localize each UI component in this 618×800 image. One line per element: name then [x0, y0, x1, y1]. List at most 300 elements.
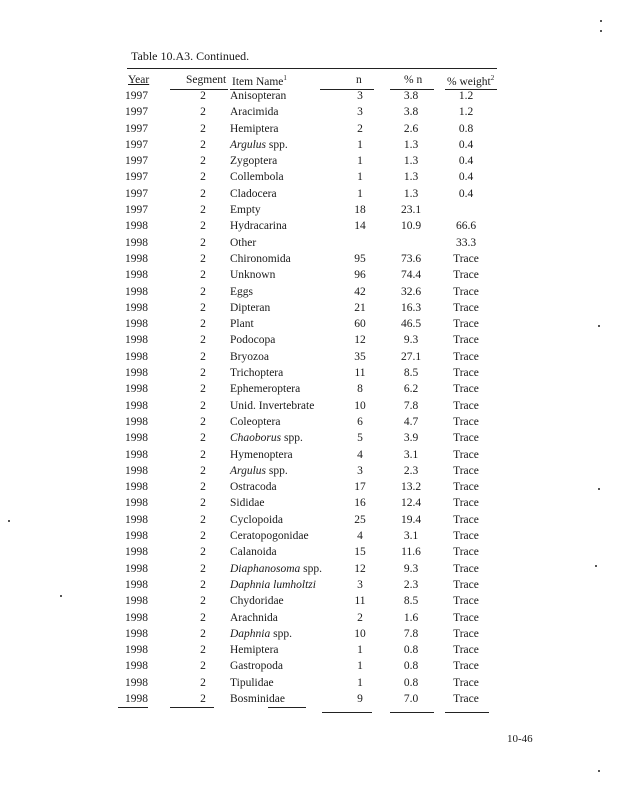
cell-percent-weight: Trace [453, 415, 479, 428]
bottom-rule-pw [445, 712, 489, 713]
cell-n: 4 [357, 530, 363, 543]
item-name-text: Coleoptera [230, 415, 281, 428]
cell-year: 1998 [125, 676, 148, 689]
cell-percent-n: 3.1 [403, 530, 419, 543]
cell-year: 1998 [125, 318, 148, 331]
cell-segment: 2 [200, 155, 206, 168]
cell-percent-weight: 33.3 [455, 236, 477, 249]
scan-speck [600, 30, 602, 32]
cell-percent-n: 3.1 [403, 448, 419, 461]
header-percent-n: % n [404, 74, 423, 86]
cell-percent-weight: 0.4 [458, 155, 474, 168]
cell-percent-n: 13.2 [400, 481, 422, 494]
cell-item-name [230, 169, 284, 185]
cell-n: 1 [357, 660, 363, 673]
cell-year: 1997 [125, 138, 148, 151]
cell-year: 1998 [125, 252, 148, 265]
cell-year: 1998 [125, 383, 148, 396]
item-name-text: Daphnia lumholtzi [230, 578, 316, 591]
item-name-text: Cladocera [230, 187, 277, 200]
table-row [0, 675, 618, 691]
cell-percent-n: 6.2 [403, 383, 419, 396]
scan-speck [600, 20, 602, 22]
cell-year: 1998 [125, 513, 148, 526]
cell-item-name [230, 365, 283, 381]
scan-speck [60, 595, 62, 597]
item-name-text: Hydracarina [230, 220, 287, 233]
cell-item-name [230, 561, 322, 577]
cell-segment: 2 [200, 252, 206, 265]
table-row [0, 267, 618, 283]
table-row [0, 202, 618, 218]
cell-segment: 2 [200, 301, 206, 314]
cell-n: 1 [357, 676, 363, 689]
scan-speck [595, 565, 597, 567]
table-row [0, 332, 618, 348]
cell-item-name [230, 593, 284, 609]
item-name-text: Collembola [230, 171, 284, 184]
cell-year: 1998 [125, 660, 148, 673]
cell-percent-n: 27.1 [400, 350, 422, 363]
cell-n: 11 [354, 595, 366, 608]
item-name-text: Chydoridae [230, 595, 284, 608]
item-name-text: Calanoida [230, 546, 277, 559]
cell-year: 1998 [125, 578, 148, 591]
cell-percent-n: 0.8 [403, 660, 419, 673]
table-row [0, 251, 618, 267]
cell-n: 14 [354, 220, 366, 233]
item-name-text: Cyclopoida [230, 513, 284, 526]
cell-n: 96 [354, 269, 366, 282]
table-row [0, 235, 618, 251]
cell-item-name [230, 300, 270, 316]
item-name-suffix: spp. [266, 138, 288, 151]
cell-year: 1997 [125, 122, 148, 135]
cell-segment: 2 [200, 350, 206, 363]
cell-percent-n: 73.6 [400, 252, 422, 265]
cell-item-name [230, 267, 275, 283]
cell-percent-weight: Trace [453, 546, 479, 559]
cell-item-name [230, 104, 279, 120]
table-row [0, 316, 618, 332]
cell-item-name [230, 430, 303, 446]
cell-segment: 2 [200, 692, 206, 705]
cell-segment: 2 [200, 187, 206, 200]
cell-percent-n: 9.3 [403, 562, 419, 575]
cell-percent-weight: Trace [453, 350, 479, 363]
cell-year: 1997 [125, 204, 148, 217]
item-name-text: Hymenoptera [230, 448, 293, 461]
cell-year: 1998 [125, 546, 148, 559]
cell-item-name [230, 153, 277, 169]
cell-percent-n: 7.8 [403, 627, 419, 640]
item-name-text: Chironomida [230, 252, 291, 265]
cell-segment: 2 [200, 546, 206, 559]
cell-percent-weight: Trace [453, 676, 479, 689]
item-name-suffix: spp. [266, 464, 288, 477]
cell-n: 6 [357, 415, 363, 428]
cell-percent-n: 46.5 [400, 318, 422, 331]
item-name-text: Ceratopogonidae [230, 530, 309, 543]
cell-percent-weight: Trace [453, 334, 479, 347]
cell-percent-weight: Trace [453, 464, 479, 477]
item-name-text: Argulus [230, 138, 266, 151]
cell-item-name [230, 610, 278, 626]
cell-percent-weight: Trace [453, 530, 479, 543]
cell-percent-n: 1.6 [403, 611, 419, 624]
cell-year: 1998 [125, 464, 148, 477]
bottom-rule-n [322, 712, 372, 713]
cell-n: 1 [357, 171, 363, 184]
table-row [0, 381, 618, 397]
cell-item-name [230, 88, 286, 104]
cell-year: 1998 [125, 432, 148, 445]
cell-percent-n: 8.5 [403, 367, 419, 380]
item-name-text: Plant [230, 318, 254, 331]
cell-year: 1998 [125, 350, 148, 363]
cell-segment: 2 [200, 644, 206, 657]
cell-year: 1998 [125, 301, 148, 314]
item-name-text: Sididae [230, 497, 265, 510]
cell-year: 1998 [125, 448, 148, 461]
cell-percent-n: 2.3 [403, 464, 419, 477]
cell-percent-n: 3.8 [403, 106, 419, 119]
cell-n: 17 [354, 481, 366, 494]
cell-item-name [230, 495, 265, 511]
cell-percent-n: 10.9 [400, 220, 422, 233]
item-name-suffix: spp. [281, 432, 303, 445]
item-name-text: Tipulidae [230, 676, 274, 689]
cell-item-name [230, 512, 283, 528]
cell-item-name [230, 675, 274, 691]
cell-percent-weight: Trace [453, 644, 479, 657]
cell-segment: 2 [200, 578, 206, 591]
header-n: n [356, 74, 362, 86]
cell-item-name [230, 447, 293, 463]
item-name-text: Dipteran [230, 301, 271, 314]
cell-percent-n: 3.9 [403, 432, 419, 445]
cell-percent-weight: Trace [453, 285, 479, 298]
table-row [0, 88, 618, 104]
cell-n: 11 [354, 367, 366, 380]
cell-year: 1998 [125, 644, 148, 657]
cell-item-name [230, 316, 254, 332]
scan-speck [598, 325, 600, 327]
table-row [0, 642, 618, 658]
cell-segment: 2 [200, 464, 206, 477]
cell-item-name [230, 332, 275, 348]
cell-segment: 2 [200, 106, 206, 119]
cell-item-name [230, 528, 309, 544]
item-name-text: Podocopa [230, 334, 276, 347]
cell-percent-n: 1.3 [403, 155, 419, 168]
bottom-rule-segment [170, 707, 214, 708]
cell-item-name [230, 577, 316, 593]
cell-segment: 2 [200, 611, 206, 624]
cell-percent-n: 0.8 [403, 644, 419, 657]
item-name-text: Eggs [230, 285, 253, 298]
cell-segment: 2 [200, 660, 206, 673]
cell-percent-n: 9.3 [403, 334, 419, 347]
cell-year: 1998 [125, 611, 148, 624]
header-segment: Segment [186, 74, 227, 86]
cell-n: 5 [357, 432, 363, 445]
table-row [0, 512, 618, 528]
cell-n: 15 [354, 546, 366, 559]
table-row [0, 349, 618, 365]
cell-percent-weight: Trace [453, 252, 479, 265]
item-name-suffix: spp. [300, 562, 323, 575]
cell-segment: 2 [200, 204, 206, 217]
cell-segment: 2 [200, 415, 206, 428]
table-row [0, 300, 618, 316]
cell-percent-n: 8.5 [403, 595, 419, 608]
cell-percent-n: 16.3 [400, 301, 422, 314]
cell-segment: 2 [200, 138, 206, 151]
cell-year: 1998 [125, 497, 148, 510]
cell-percent-weight: 1.2 [458, 90, 474, 102]
cell-n: 18 [354, 204, 366, 217]
item-name-text: Bryozoa [230, 350, 269, 363]
cell-percent-n: 1.3 [403, 187, 419, 200]
table-row [0, 561, 618, 577]
item-name-text: Hemiptera [230, 122, 279, 135]
item-name-text: Trichoptera [230, 367, 284, 380]
cell-item-name [230, 381, 300, 397]
cell-percent-n: 1.3 [403, 138, 419, 151]
cell-n: 3 [357, 464, 363, 477]
cell-year: 1998 [125, 236, 148, 249]
cell-percent-weight: Trace [453, 692, 479, 705]
cell-n: 1 [357, 138, 363, 151]
cell-n: 95 [354, 252, 366, 265]
cell-percent-weight: Trace [453, 578, 479, 591]
cell-item-name [230, 398, 314, 414]
cell-segment: 2 [200, 383, 206, 396]
cell-percent-n: 0.8 [403, 676, 419, 689]
item-name-text: Unid. Invertebrate [230, 399, 315, 412]
table-row [0, 691, 618, 707]
cell-segment: 2 [200, 236, 206, 249]
cell-year: 1998 [125, 595, 148, 608]
cell-year: 1998 [125, 285, 148, 298]
table-title: Table 10.A3. Continued. [131, 49, 250, 63]
cell-segment: 2 [200, 269, 206, 282]
table-row [0, 528, 618, 544]
cell-percent-weight: 0.8 [458, 122, 474, 135]
cell-percent-weight: Trace [453, 448, 479, 461]
cell-n: 10 [354, 399, 366, 412]
table-row [0, 430, 618, 446]
cell-year: 1998 [125, 415, 148, 428]
cell-item-name [230, 479, 277, 495]
cell-percent-weight: 0.4 [458, 171, 474, 184]
cell-percent-weight: Trace [453, 318, 479, 331]
table-row [0, 610, 618, 626]
cell-percent-weight: Trace [453, 562, 479, 575]
cell-percent-weight: 1.2 [458, 106, 474, 119]
table-row [0, 104, 618, 120]
header-percent-weight: % weight$^2$ [447, 74, 495, 88]
cell-percent-weight: Trace [453, 301, 479, 314]
table-row [0, 463, 618, 479]
item-name-text: Aracimida [230, 106, 279, 119]
cell-n: 1 [357, 644, 363, 657]
header-item-name: Item Name$^1$ [232, 74, 287, 88]
table-row [0, 186, 618, 202]
cell-item-name [230, 414, 280, 430]
cell-segment: 2 [200, 448, 206, 461]
cell-year: 1998 [125, 692, 148, 705]
cell-item-name [230, 463, 288, 479]
cell-item-name [230, 202, 261, 218]
cell-n: 1 [357, 155, 363, 168]
cell-percent-n: 4.7 [403, 415, 419, 428]
cell-n: 16 [354, 497, 366, 510]
cell-year: 1998 [125, 220, 148, 233]
cell-n: 9 [357, 692, 363, 705]
cell-item-name [230, 186, 277, 202]
item-name-suffix: spp. [270, 627, 292, 640]
cell-n: 35 [354, 350, 366, 363]
cell-n: 21 [354, 301, 366, 314]
cell-segment: 2 [200, 595, 206, 608]
cell-segment: 2 [200, 627, 206, 640]
cell-percent-weight: Trace [453, 627, 479, 640]
cell-percent-weight: 0.4 [458, 138, 474, 151]
table-row [0, 479, 618, 495]
table-row [0, 121, 618, 137]
cell-segment: 2 [200, 513, 206, 526]
cell-year: 1997 [125, 171, 148, 184]
cell-percent-n: 2.3 [403, 578, 419, 591]
cell-percent-n: 3.8 [403, 90, 419, 102]
cell-item-name [230, 121, 279, 137]
cell-percent-weight: 0.4 [458, 187, 474, 200]
cell-percent-weight: Trace [453, 497, 479, 510]
item-name-text: Daphnia [230, 627, 271, 640]
cell-percent-n: 7.0 [403, 692, 419, 705]
cell-percent-n: 19.4 [400, 513, 422, 526]
table-row [0, 137, 618, 153]
cell-n: 25 [354, 513, 366, 526]
cell-n: 3 [357, 106, 363, 119]
cell-year: 1997 [125, 90, 148, 102]
item-name-text: Unknown [230, 269, 276, 282]
item-name-text: Arachnida [230, 611, 278, 624]
item-name-text: Zygoptera [230, 155, 278, 168]
cell-n: 3 [357, 578, 363, 591]
cell-percent-n: 7.8 [403, 399, 419, 412]
table-row [0, 544, 618, 560]
cell-item-name [230, 235, 256, 251]
cell-year: 1997 [125, 155, 148, 168]
page-number: 10-46 [507, 733, 533, 745]
table-row [0, 626, 618, 642]
scan-speck [598, 488, 600, 490]
cell-percent-weight: Trace [453, 513, 479, 526]
table-row [0, 218, 618, 234]
cell-segment: 2 [200, 171, 206, 184]
cell-segment: 2 [200, 318, 206, 331]
cell-segment: 2 [200, 334, 206, 347]
item-name-text: Argulus [230, 464, 266, 477]
cell-item-name [230, 544, 277, 560]
cell-segment: 2 [200, 562, 206, 575]
scan-speck [598, 770, 600, 772]
item-name-text: Bosminidae [230, 692, 285, 705]
item-name-text: Ostracoda [230, 481, 277, 494]
scan-speck [8, 520, 10, 522]
cell-item-name [230, 642, 279, 658]
cell-year: 1998 [125, 399, 148, 412]
table-row [0, 284, 618, 300]
cell-segment: 2 [200, 90, 206, 102]
item-name-text: Anisopteran [230, 90, 287, 102]
table-row [0, 577, 618, 593]
bottom-rule-year [118, 707, 148, 708]
table-row [0, 169, 618, 185]
cell-year: 1997 [125, 187, 148, 200]
header-year: Year [128, 74, 150, 86]
cell-percent-weight: Trace [453, 481, 479, 494]
table-row [0, 414, 618, 430]
cell-percent-n: 23.1 [400, 204, 422, 217]
item-name-text: Diaphanosoma [230, 562, 301, 575]
cell-percent-weight: Trace [453, 611, 479, 624]
table-row [0, 365, 618, 381]
cell-year: 1998 [125, 269, 148, 282]
cell-percent-weight: Trace [453, 399, 479, 412]
cell-n: 12 [354, 334, 366, 347]
table-row [0, 593, 618, 609]
table-body [0, 88, 618, 707]
item-name-text: Ephemeroptera [230, 383, 301, 396]
cell-item-name [230, 137, 288, 153]
cell-item-name [230, 284, 253, 300]
table-row [0, 447, 618, 463]
cell-n: 12 [354, 562, 366, 575]
cell-percent-weight: Trace [453, 367, 479, 380]
table-row [0, 398, 618, 414]
table-row [0, 153, 618, 169]
table-row [0, 658, 618, 674]
cell-item-name [230, 218, 287, 234]
cell-item-name [230, 251, 291, 267]
cell-segment: 2 [200, 367, 206, 380]
cell-n: 60 [354, 318, 366, 331]
cell-percent-n: 1.3 [403, 171, 419, 184]
cell-percent-weight: 66.6 [455, 220, 477, 233]
cell-item-name [230, 691, 285, 707]
cell-n: 8 [357, 383, 363, 396]
cell-percent-n: 12.4 [400, 497, 422, 510]
cell-segment: 2 [200, 497, 206, 510]
cell-segment: 2 [200, 676, 206, 689]
cell-year: 1998 [125, 627, 148, 640]
cell-n: 10 [354, 627, 366, 640]
item-name-text: Chaoborus [230, 432, 282, 445]
cell-percent-weight: Trace [453, 269, 479, 282]
cell-item-name [230, 658, 283, 674]
cell-percent-n: 74.4 [400, 269, 422, 282]
cell-percent-n: 32.6 [400, 285, 422, 298]
cell-segment: 2 [200, 220, 206, 233]
cell-segment: 2 [200, 432, 206, 445]
table-top-rule [127, 68, 497, 69]
cell-year: 1998 [125, 481, 148, 494]
cell-n: 1 [357, 187, 363, 200]
